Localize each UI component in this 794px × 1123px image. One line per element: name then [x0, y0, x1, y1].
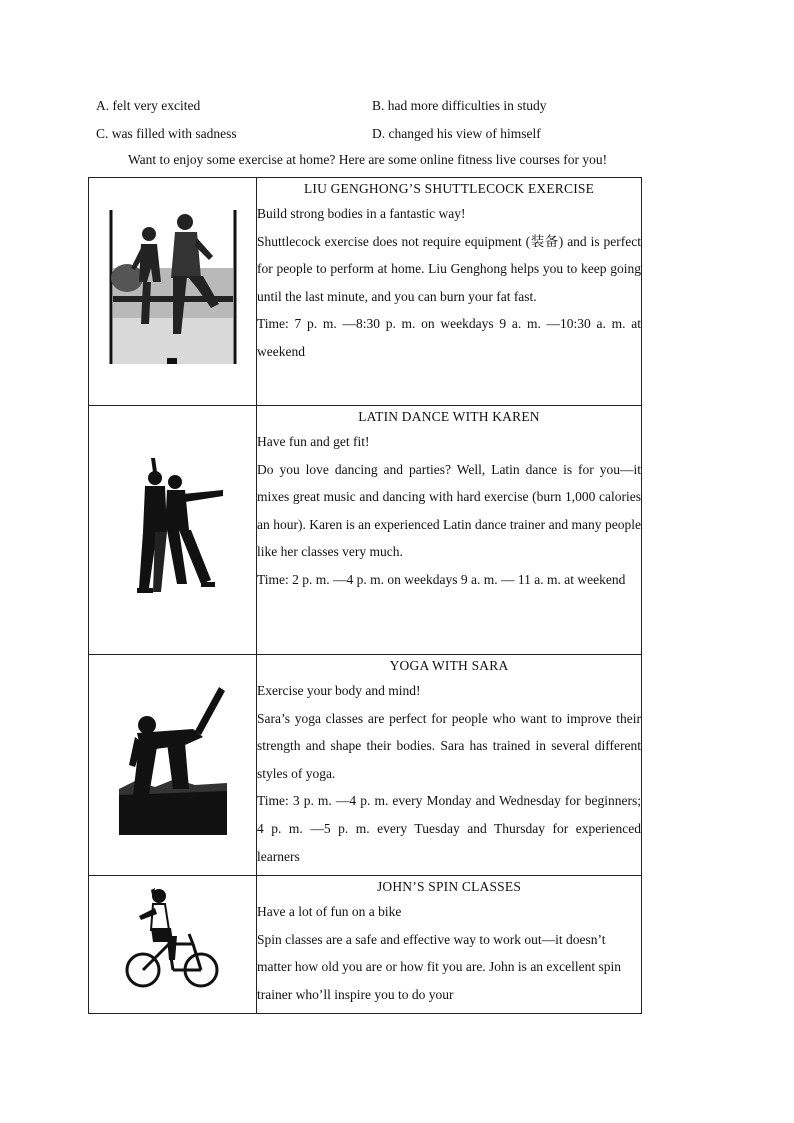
- course-row-shuttlecock: [89, 178, 642, 406]
- course-picture-cell: [89, 406, 257, 655]
- course-title: LATIN DANCE WITH KAREN: [358, 409, 540, 424]
- course-time: Time: 2 p. m. —4 p. m. on weekdays 9 a. m. — 11 a. m. at weekend: [257, 571, 626, 587]
- course-tagline: Build strong bodies in a fantastic way!: [257, 206, 466, 221]
- course-description: Spin classes are a safe and effective way to work out—it doesn’t matter how old you are or how fit you are. John is an excellent spin trainer who’ll inspire you to do your: [257, 931, 622, 1002]
- course-picture-cell: [89, 178, 257, 406]
- course-text-cell: [257, 178, 642, 406]
- option-a[interactable]: [96, 98, 200, 114]
- course-description: Sara’s yoga classes are perfect for people who want to improve their strength and shape their bodies. Sara has trained in several different styles of yoga.: [257, 710, 641, 781]
- option-c-text: was filled with sadness: [111, 126, 237, 141]
- course-title: YOGA WITH SARA: [389, 658, 509, 673]
- course-tagline: Have a lot of fun on a bike: [257, 904, 402, 919]
- option-d-text: changed his view of himself: [388, 126, 541, 141]
- option-d[interactable]: [372, 126, 541, 142]
- course-time: Time: 7 p. m. —8:30 p. m. on weekdays 9 a. m. —10:30 a. m. at weekend: [257, 316, 641, 359]
- option-a-text: felt very excited: [112, 98, 201, 113]
- course-text-cell: [257, 876, 642, 1014]
- course-row-spin: [89, 876, 642, 1014]
- course-picture-cell: [89, 655, 257, 876]
- course-tagline: Exercise your body and mind!: [257, 683, 421, 698]
- option-b-text: had more difficulties in study: [387, 98, 547, 113]
- course-description: Shuttlecock exercise does not require equipment (装备) and is perfect for people to perform at home. Liu Genghong helps you to keep going until the last minute, and you can burn your fat fast.: [257, 233, 641, 304]
- courses-table: [88, 177, 642, 1014]
- option-c[interactable]: [96, 126, 237, 142]
- course-title: LIU GENGHONG’S SHUTTLECOCK EXERCISE: [303, 181, 595, 196]
- spin-bike-rider-icon: [123, 886, 223, 992]
- option-b-letter: B.: [372, 98, 385, 113]
- course-text-cell: [257, 406, 642, 655]
- course-row-yoga: [89, 655, 642, 876]
- course-description: Do you love dancing and parties? Well, Latin dance is for you—it mixes great music and dancing with hard exercise (burn 1,000 calories an hour). Karen is an experienced Latin dance trainer and many people like her classes very much.: [257, 461, 641, 560]
- option-b[interactable]: [372, 98, 547, 114]
- yoga-pose-icon: [115, 685, 231, 837]
- option-a-letter: A.: [96, 98, 110, 113]
- option-d-letter: D.: [372, 126, 386, 141]
- option-c-letter: C.: [96, 126, 109, 141]
- latin-dance-couple-icon: [127, 456, 229, 598]
- course-row-latin-dance: [89, 406, 642, 655]
- course-time: Time: 3 p. m. —4 p. m. every Monday and Wednesday for beginners; 4 p. m. —5 p. m. every Tuesday and Thursday for experienced learners: [257, 793, 641, 864]
- course-title: JOHN’S SPIN CLASSES: [376, 879, 522, 894]
- course-tagline: Have fun and get fit!: [257, 434, 370, 449]
- passage-intro: Want to enjoy some exercise at home? Here are some online fitness live courses for you!: [128, 152, 608, 167]
- shuttlecock-exercise-photo-icon: [107, 208, 241, 368]
- course-picture-cell: [89, 876, 257, 1014]
- course-text-cell: [257, 655, 642, 876]
